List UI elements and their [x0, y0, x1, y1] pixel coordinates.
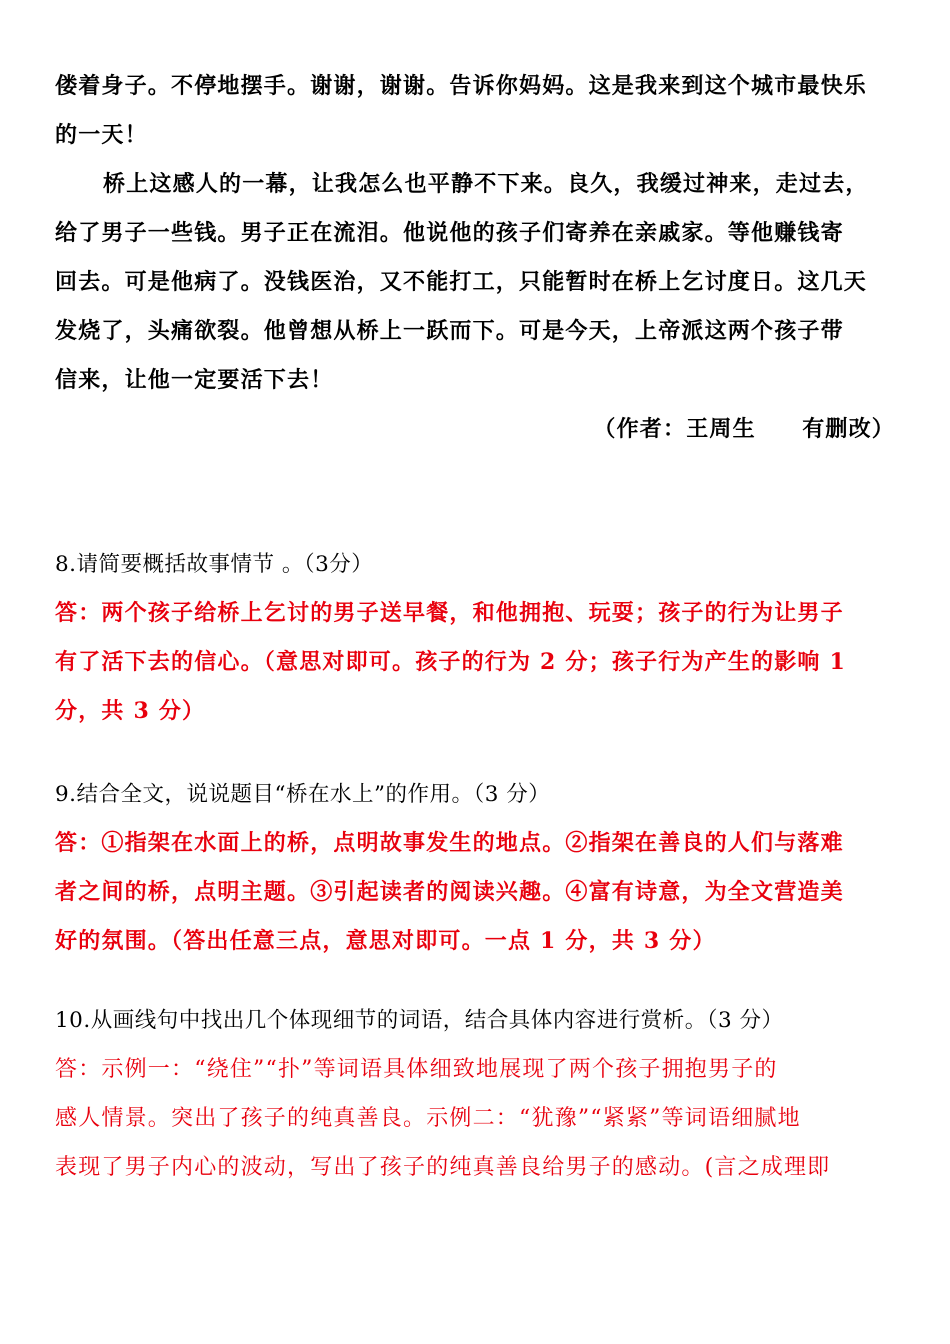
answer-line: 答：示例一：“绕住”“扑”等词语具体细致地展现了两个孩子拥抱男子的: [55, 1057, 778, 1082]
question-block-8: [55, 540, 897, 736]
answer-line: 表现了男子内心的波动，写出了孩子的纯真善良给男子的感动。(言之成理即: [55, 1155, 831, 1180]
question-prompt: 10.从画线句中找出几个体现细节的词语，结合具体内容进行赏析。（3 分）: [55, 1008, 784, 1033]
answer-line: 有了活下去的信心。（意思对即可。孩子的行为 2 分；孩子行为产生的影响 1: [55, 649, 846, 675]
story-line: 桥上这感人的一幕，让我怎么也平静不下来。良久，我缓过神来，走过去，: [103, 171, 869, 197]
answer-line: 感人情景。突出了孩子的纯真善良。示例二：“犹豫”“紧紧”等词语细腻地: [55, 1106, 801, 1131]
question-block-10: [55, 996, 897, 1192]
question-prompt: 8.请简要概括故事情节 。（3分）: [55, 552, 374, 577]
story-line: 发烧了，头痛欲裂。他曾想从桥上一跃而下。可是今天，上帝派这两个孩子带: [55, 318, 844, 344]
story-line: 偻着身子。不停地摆手。谢谢，谢谢。告诉你妈妈。这是我来到这个城市最快乐: [55, 73, 868, 99]
answer-line: 答：两个孩子给桥上乞讨的男子送早餐，和他拥抱、玩耍；孩子的行为让男子: [55, 600, 844, 626]
answer-line: 者之间的桥，点明主题。③引起读者的阅读兴趣。④富有诗意，为全文营造美: [55, 879, 844, 905]
story-line: 信来，让他一定要活下去！: [55, 367, 334, 393]
answer-line: 好的氛围。（答出任意三点，意思对即可。一点 1 分，共 3 分）: [55, 928, 716, 954]
story-attribution: （作者：王周生 有删改）: [593, 416, 895, 442]
story-line: 回去。可是他病了。没钱医治，又不能打工，只能暂时在桥上乞讨度日。这几天: [55, 269, 868, 295]
story-line: 给了男子一些钱。男子正在流泪。他说他的孩子们寄养在亲戚家。等他赚钱寄: [55, 220, 844, 246]
answer-line: 分，共 3 分）: [55, 698, 206, 724]
answer-line: 答：①指架在水面上的桥，点明故事发生的地点。②指架在善良的人们与落难: [55, 830, 844, 856]
question-block-9: [55, 770, 897, 966]
story-line: 的一天！: [55, 122, 148, 148]
story-excerpt: [55, 62, 897, 454]
document-page: [55, 62, 897, 1192]
question-prompt: 9.结合全文，说说题目“桥在水上”的作用。（3 分）: [55, 782, 551, 807]
